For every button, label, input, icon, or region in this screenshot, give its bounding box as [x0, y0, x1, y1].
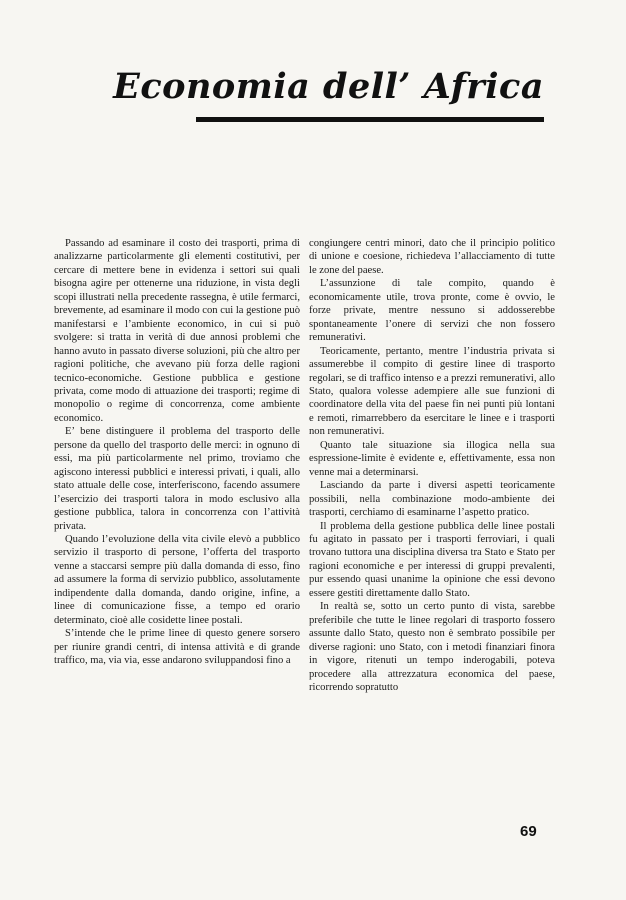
paragraph: In realtà se, sotto un certo punto di vista, sarebbe preferibile che tutte le linee regolari di trasporto fossero assunte dallo Stato, questo non è sembrato possibile per diverse ragioni: uno Stato, con i metodi finanziari finora in vigore, ritenuti un tempo inderogabili, poteva procedere alla attrezzatura economica del paese, ricorrendo sopratutto — [309, 601, 555, 693]
title-underline-rule — [196, 117, 544, 122]
paragraph: Quanto tale situazione sia illogica nella sua espressione-limite è evidente e, effettivamente, essa non venne mai a determinarsi. — [309, 439, 555, 478]
paragraph: S’intende che le prime linee di questo genere sorsero per riunire grandi centri, di intensa attività e di grande traffico, ma, via via, esse andarono sviluppandosi fino a — [54, 628, 300, 667]
article-title: Economia dell’ Africa — [113, 66, 544, 107]
paragraph: Quando l’evoluzione della vita civile elevò a pubblico servizio il trasporto di persone, l’offerta del trasporto venne a staccarsi sempre più dalla domanda di esso, fino ad assumere la forma di servizio pubblico, assolutamente indipendente dalla domanda, dando origine, infine, a linee di comunicazione fisse, a tempo ed orario determinato, cioè alle cosidette linee postali. — [54, 533, 300, 626]
left-column — [54, 237, 300, 668]
paragraph: Lasciando da parte i diversi aspetti teoricamente possibili, nella combinazione modo-ambiente dei trasporti, cerchiamo di esaminarne l’aspetto pratico. — [309, 480, 555, 519]
paragraph: Teoricamente, pertanto, mentre l’industria privata si assumerebbe il compito di gestire linee di trasporto regolari, se di traffico intenso e a prezzi remunerativi, allo Stato, qualora volesse adempiere alle sue funzioni di coordinatore della vita del paese fin nei punti più lontani e remoti, rimarrebbero da esercitare le linee e i trasporti non remunerativi. — [309, 345, 556, 438]
paragraph: Il problema della gestione pubblica delle linee postali fu agitato in passato per i trasporti ferroviari, i quali trovano tuttora una disciplina diversa tra Stato e Stato per ragioni economiche e per interessi di gruppi prevalenti, pur essendo quasi unanime la opinione che essi devono essere gestiti direttamente dallo Stato. — [309, 520, 555, 599]
paragraph: Passando ad esaminare il costo dei trasporti, prima di analizzarne particolarmente gli elementi costitutivi, per cercare di mettere bene in evidenza i settori sui quali bisogna agire per ottenerne una riduzione, in vista degli scopi illustrati nella precedente rassegna, è utile fermarci, brevemente, ad esaminare il modo con cui la gestione può manifestarsi e l’ambiente economico, in cui si può svolgere: si tratta in verità di due annosi problemi che hanno avuto in passato diverse soluzioni, più che altro per ragioni politiche, che avevano più forza delle ragioni tecnico-economiche. Gestione pubblica e gestione privata, come modo di attuazione dei trasporti; regime di monopolio o regime di concorrenza, come ambiente economico. — [54, 238, 300, 424]
paragraph: E’ bene distinguere il problema del trasporto delle persone da quello del trasporto delle merci: in ognuno di essi, ma più particolarmente nel primo, troviamo che agiscono interessi pubblici e interessi privati, i quali, allo stato attuale delle cose, interferiscono, facendo assumere l’esercizio dei trasporti talora in modo esclusivo alla gestione pubblica, talora in concorrenza con l’attività privata. — [54, 426, 300, 532]
right-column — [309, 237, 555, 694]
page-number: 69 — [520, 823, 537, 840]
paragraph-continuation: congiungere centri minori, dato che il principio politico di unione e coesione, richiedeva l’allacciamento di tutte le zone del paese. — [309, 238, 555, 276]
paragraph: L’assunzione di tale compito, quando è economicamente utile, trova pronte, come è ovvio, le forze private, mentre nessuno si addosserebbe spontaneamente l’onere di servizi che non fossero remunerativi. — [309, 278, 555, 344]
